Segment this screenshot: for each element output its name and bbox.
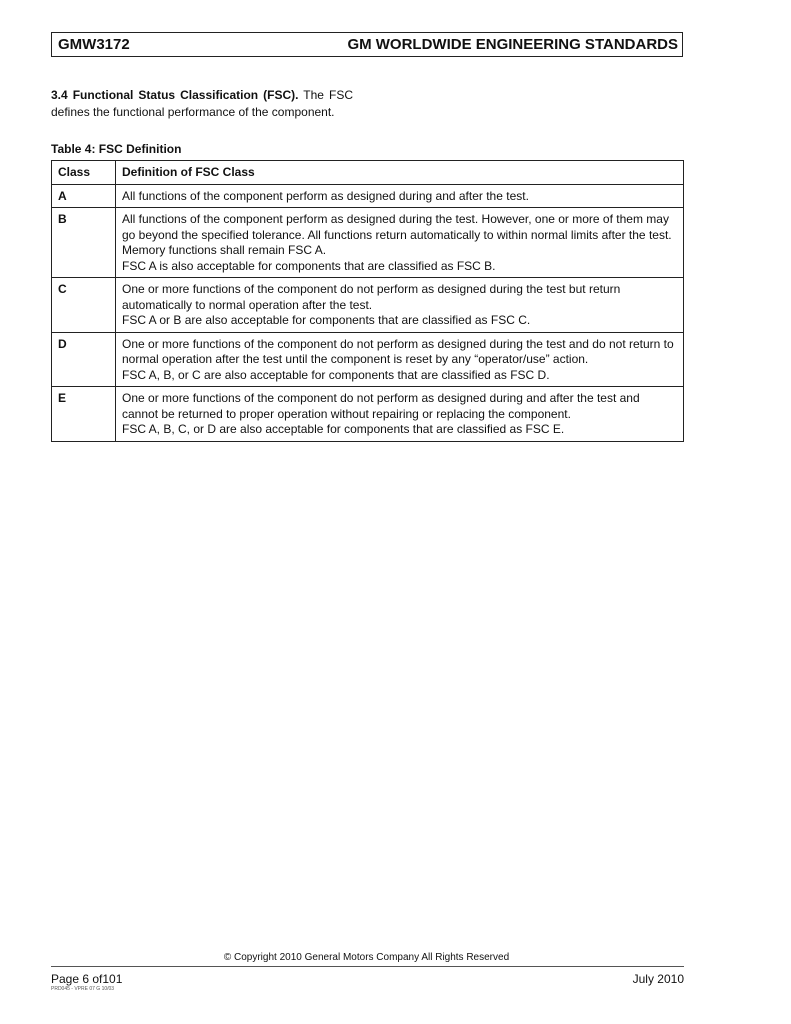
fsc-class-cell: B bbox=[52, 208, 116, 278]
fsc-class-cell: E bbox=[52, 387, 116, 442]
standards-title: GM WORLDWIDE ENGINEERING STANDARDS bbox=[347, 36, 678, 53]
table-row bbox=[52, 208, 684, 278]
definition-line: All functions of the component perform as designed during and after the test. bbox=[122, 188, 529, 203]
table-row bbox=[52, 278, 684, 333]
fsc-definition-cell bbox=[116, 278, 684, 333]
fsc-definition-cell bbox=[116, 184, 684, 208]
fsc-definition-cell bbox=[116, 208, 684, 278]
fsc-class-cell: C bbox=[52, 278, 116, 333]
page-header bbox=[51, 32, 683, 57]
fsc-class-cell: D bbox=[52, 332, 116, 387]
fsc-definition-cell bbox=[116, 332, 684, 387]
table-row bbox=[52, 184, 684, 208]
fsc-definition-table bbox=[51, 160, 684, 442]
definition-line: One or more functions of the component do not perform as designed during the test but return automatically to normal operation after the test. bbox=[122, 282, 621, 312]
table-header-row bbox=[52, 161, 684, 185]
definition-line: One or more functions of the component do not perform as designed during and after the test and cannot be returned to proper operation without repairing or replacing the component. bbox=[122, 391, 640, 421]
table-caption: Table 4: FSC Definition bbox=[51, 142, 182, 156]
definition-line: FSC A, B, C, or D are also acceptable for components that are classified as FSC E. bbox=[122, 422, 565, 436]
section-3-4 bbox=[51, 87, 353, 121]
definition-line: FSC A or B are also acceptable for components that are classified as FSC C. bbox=[122, 313, 531, 327]
fsc-class-cell: A bbox=[52, 184, 116, 208]
definition-line: FSC A, B, or C are also acceptable for components that are classified as FSC D. bbox=[122, 367, 550, 382]
form-code: PRD045 - VPRE 07 G 10/03 bbox=[51, 986, 115, 992]
table-row bbox=[52, 332, 684, 387]
column-header-definition: Definition of FSC Class bbox=[116, 161, 684, 185]
fsc-definition-cell bbox=[116, 387, 684, 442]
footer-divider bbox=[51, 966, 684, 967]
document-number: GMW3172 bbox=[58, 36, 130, 53]
section-body: The FSC defines the functional performance of the component. bbox=[51, 88, 354, 119]
definition-line: FSC A is also acceptable for components that are classified as FSC B. bbox=[122, 258, 496, 273]
definition-line: One or more functions of the component do not perform as designed during the test and do not return to normal operation after the test until the component is reset by any “operator/use” action. bbox=[122, 336, 674, 366]
page-number: Page 6 of101 bbox=[51, 972, 123, 986]
column-header-class: Class bbox=[52, 161, 116, 185]
definition-line: All functions of the component perform as designed during the test. However, one or more of them may go beyond the specified tolerance. All functions return automatically to within normal limits after the test. Memory functions shall remain FSC A. bbox=[122, 212, 672, 257]
section-title: 3.4 Functional Status Classification (FSC). bbox=[51, 88, 299, 102]
copyright-notice: © Copyright 2010 General Motors Company All Rights Reserved bbox=[223, 952, 510, 963]
publication-date: July 2010 bbox=[632, 972, 684, 986]
table-row bbox=[52, 387, 684, 442]
